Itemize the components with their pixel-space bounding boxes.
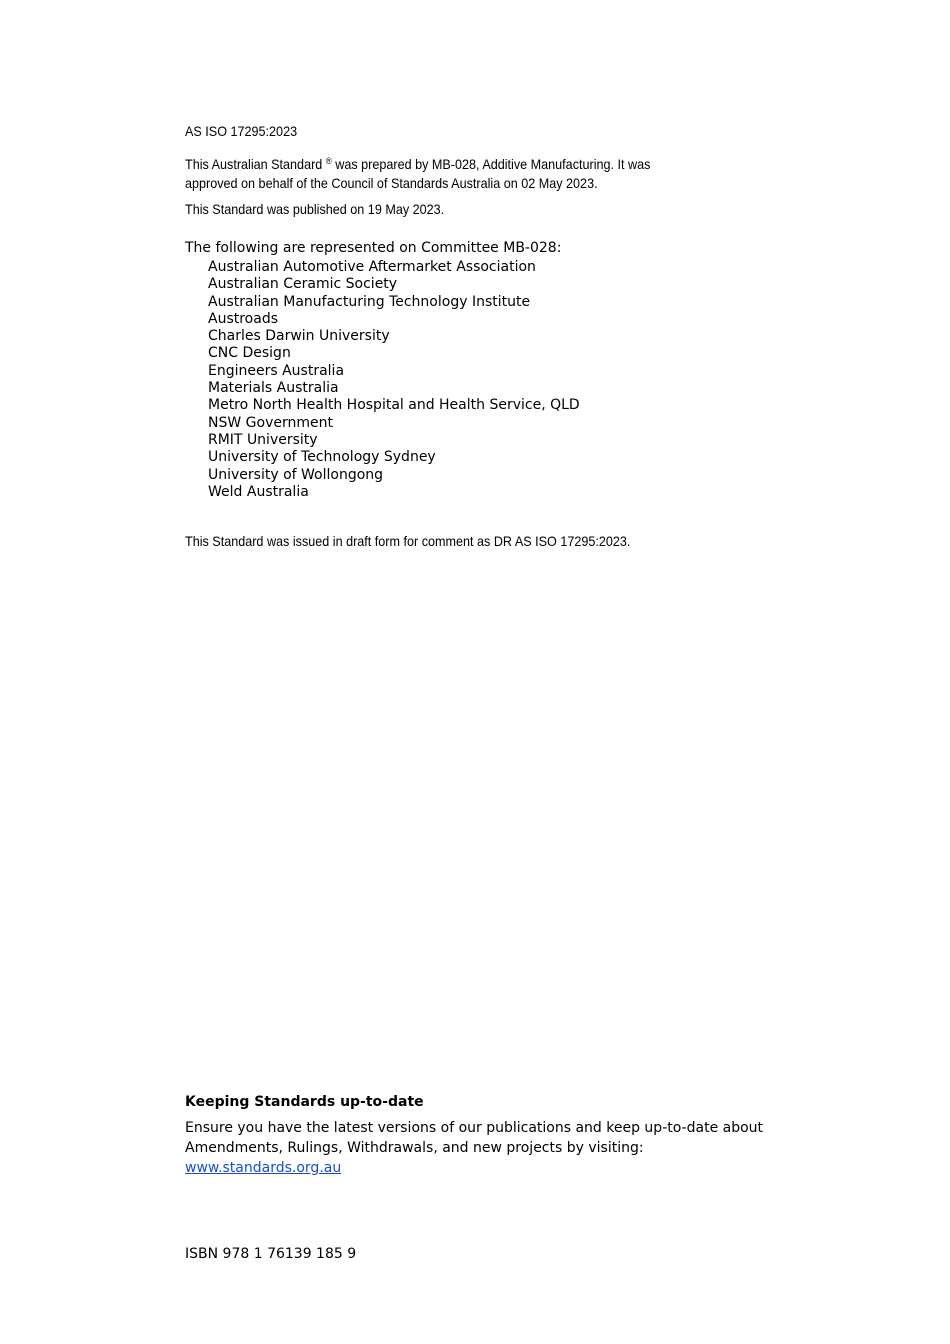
document-code: AS ISO 17295:2023: [185, 123, 298, 139]
committee-member: University of Technology Sydney: [208, 449, 436, 466]
committee-member: University of Wollongong: [208, 466, 384, 483]
registered-mark: ®: [325, 156, 332, 166]
keeping-standards-line-2: Amendments, Rulings, Withdrawals, and new projects by visiting:: [185, 1140, 644, 1156]
keeping-standards-heading: Keeping Standards up-to-date: [185, 1094, 424, 1110]
preparation-line-2: approved on behalf of the Council of Standards Australia on 02 May 2023.: [185, 175, 598, 191]
committee-member: Materials Australia: [208, 380, 339, 397]
committee-member: Metro North Health Hospital and Health Service, QLD: [208, 397, 580, 414]
committee-member: Weld Australia: [208, 483, 309, 500]
keeping-standards-paragraph: [185, 1118, 763, 1178]
draft-note: This Standard was issued in draft form for comment as DR AS ISO 17295:2023.: [185, 533, 631, 549]
committee-member: Charles Darwin University: [208, 328, 390, 345]
preparation-text-b: was prepared by MB-028, Additive Manufacturing. It was: [331, 156, 651, 172]
published-date-text: This Standard was published on 19 May 2023.: [185, 201, 445, 217]
preparation-paragraph: [185, 155, 650, 193]
preparation-line-1: [185, 155, 650, 174]
committee-member: Engineers Australia: [208, 362, 345, 379]
keeping-standards-line-1: Ensure you have the latest versions of our publications and keep up-to-date about: [185, 1120, 764, 1136]
committee-member: CNC Design: [208, 345, 291, 362]
isbn-number: ISBN 978 1 76139 185 9: [185, 1246, 357, 1262]
preparation-text-a: This Australian Standard: [185, 156, 326, 172]
committee-member: Australian Automotive Aftermarket Association: [208, 259, 536, 275]
committee-member: Australian Manufacturing Technology Institute: [208, 293, 531, 310]
committee-member: Australian Ceramic Society: [208, 276, 398, 293]
committee-member-list: [208, 259, 580, 501]
committee-member: RMIT University: [208, 431, 318, 448]
committee-heading: The following are represented on Committee MB-028:: [185, 240, 562, 256]
committee-member: Austroads: [208, 310, 279, 327]
committee-member: NSW Government: [208, 414, 333, 431]
standards-website-link[interactable]: www.standards.org.au: [185, 1160, 342, 1176]
